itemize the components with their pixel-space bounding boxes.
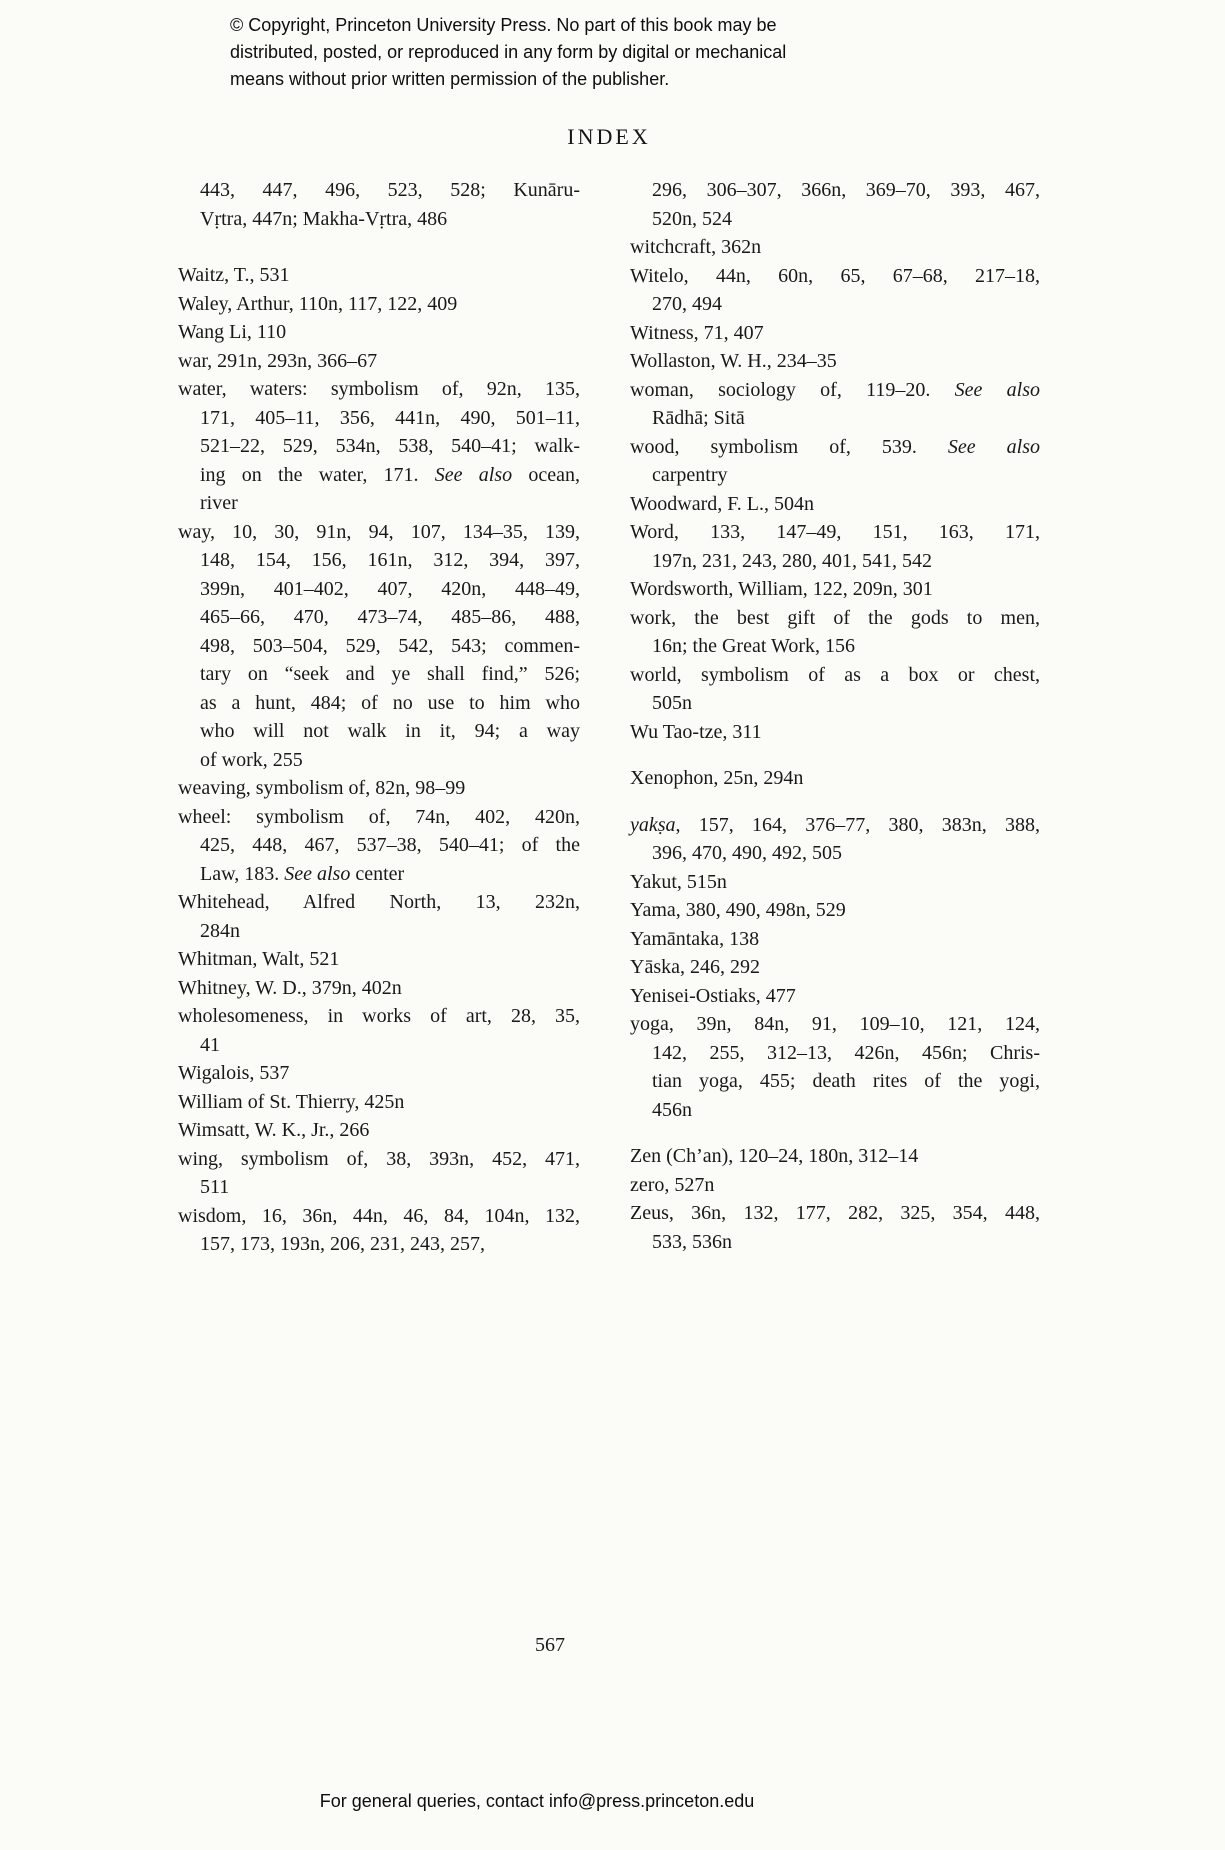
index-entry: Zen (Ch’an), 120–24, 180n, 312–14: [630, 1145, 919, 1167]
copyright-line: © Copyright, Princeton University Press. No part of this book may be: [230, 15, 777, 35]
index-entry: wood, symbolism of, 539. See also carpentry: [630, 435, 1040, 486]
index-entry: Yāska, 246, 292: [630, 956, 760, 978]
index-entry: Yenisei-Ostiaks, 477: [630, 984, 796, 1007]
index-entry: yakṣa, 157, 164, 376–77, 380, 383n, 388, 396, 470, 490, 492, 505: [630, 813, 1040, 864]
index-entry: zero, 527n: [630, 1173, 715, 1196]
index-entry: Witness, 71, 407: [630, 321, 764, 344]
index-entry: William of St. Thierry, 425n: [178, 1090, 405, 1113]
copyright-notice: [230, 12, 786, 93]
index-entry: wholesomeness, in works of art, 28, 35, 41: [178, 1005, 580, 1056]
index-entry: Wigalois, 537: [178, 1062, 290, 1084]
index-entry: Whitehead, Alfred North, 13, 232n, 284n: [178, 891, 580, 942]
index-entry: yoga, 39n, 84n, 91, 109–10, 121, 124, 142, 255, 312–13, 426n, 456n; Chris- tian yoga, 455; death rites of the yogi, 456n: [630, 1013, 1040, 1121]
index-entry: Yamāntaka, 138: [630, 927, 760, 950]
index-entry: work, the best gift of the gods to men, 16n; the Great Work, 156: [630, 606, 1040, 657]
index-entry: Wimsatt, W. K., Jr., 266: [178, 1119, 370, 1141]
index-entry: Whitman, Walt, 521: [178, 948, 340, 970]
index-left-column: [178, 176, 580, 1259]
index-entry: Wu Tao-tze, 311: [630, 720, 762, 743]
index-entry: weaving, symbolism of, 82n, 98–99: [178, 777, 466, 799]
index-entry: witchcraft, 362n: [630, 236, 762, 258]
index-entry: Yama, 380, 490, 498n, 529: [630, 899, 846, 921]
index-entry: Xenophon, 25n, 294n: [630, 767, 804, 789]
index-right-column: [630, 176, 1040, 1259]
index-entry: Waitz, T., 531: [178, 264, 290, 286]
index-entry: 296, 306–307, 366n, 369–70, 393, 467, 520n, 524: [652, 179, 1040, 230]
page-title: INDEX: [567, 124, 651, 149]
index-entry: Waley, Arthur, 110n, 117, 122, 409: [178, 292, 458, 315]
index-entry: Wang Li, 110: [178, 321, 287, 343]
index-entry: Wollaston, W. H., 234–35: [630, 350, 837, 372]
index-entry: way, 10, 30, 91n, 94, 107, 134–35, 139, 148, 154, 156, 161n, 312, 394, 397, 399n, 401–402, 407, 420n, 448–49, 465–66, 470, 473–74, 485–86, 488, 498, 503–504, 529, 542, 543; commen- tary on “seek and ye shall find,” 526; as a hunt, 484; of no use to him who who will not walk in it, 94; a way of work, 255: [178, 520, 580, 771]
index-entry: Zeus, 36n, 132, 177, 282, 325, 354, 448, 533, 536n: [630, 1202, 1040, 1253]
index-entry: Witelo, 44n, 60n, 65, 67–68, 217–18, 270, 494: [630, 264, 1040, 315]
page-number: 567: [535, 1634, 565, 1656]
index-entry: water, waters: symbolism of, 92n, 135, 171, 405–11, 356, 441n, 490, 501–11, 521–22, 529, 534n, 538, 540–41; walk- ing on the water, 171. See also ocean, river: [178, 378, 581, 514]
index-entry: wheel: symbolism of, 74n, 402, 420n, 425, 448, 467, 537–38, 540–41; of the Law, 183. See also center: [178, 805, 580, 885]
index-entry: world, symbolism of as a box or chest, 505n: [630, 663, 1040, 714]
index-entry: Woodward, F. L., 504n: [630, 492, 814, 515]
index-entry: wing, symbolism of, 38, 393n, 452, 471, 511: [178, 1147, 580, 1198]
index-entry: woman, sociology of, 119–20. See also Rādhā; Sitā: [630, 378, 1040, 429]
index-entry: wisdom, 16, 36n, 44n, 46, 84, 104n, 132, 157, 173, 193n, 206, 231, 243, 257,: [178, 1204, 580, 1255]
copyright-line: distributed, posted, or reproduced in any form by digital or mechanical: [230, 42, 787, 62]
index-entry: 443, 447, 496, 523, 528; Kunāru- Vṛtra, 447n; Makha-Vṛtra, 486: [200, 179, 580, 230]
index-entry: Whitney, W. D., 379n, 402n: [178, 976, 402, 999]
index-entry: war, 291n, 293n, 366–67: [178, 349, 378, 372]
index-entry: Yakut, 515n: [630, 870, 727, 893]
index-entry: Wordsworth, William, 122, 209n, 301: [630, 578, 933, 600]
index-entry: Word, 133, 147–49, 151, 163, 171, 197n, 231, 243, 280, 401, 541, 542: [630, 521, 1040, 572]
copyright-line: means without prior written permission of the publisher.: [230, 69, 670, 89]
footer-contact: For general queries, contact info@press.princeton.edu: [319, 1791, 755, 1811]
index-body: [178, 176, 1040, 1259]
